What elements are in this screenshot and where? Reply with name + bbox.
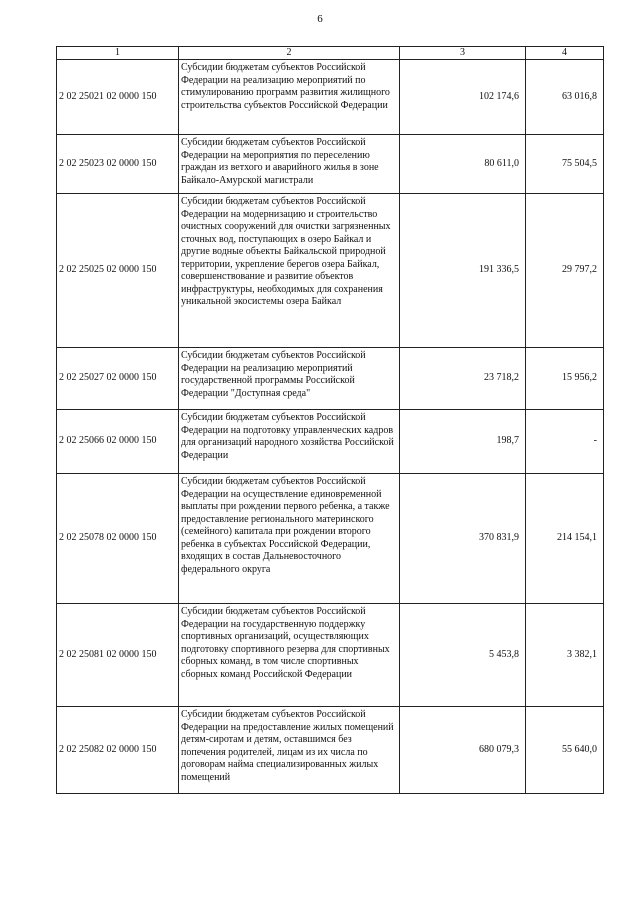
row-col3-value: 198,7 [400, 410, 526, 474]
row-col3-value: 191 336,5 [400, 194, 526, 348]
header-col-1: 1 [57, 47, 179, 60]
table-row [57, 135, 604, 194]
row-col3-value: 370 831,9 [400, 474, 526, 604]
row-col4-value: 63 016,8 [526, 60, 604, 135]
row-col3-value: 5 453,8 [400, 604, 526, 707]
table-header-row [57, 47, 604, 60]
row-description: Субсидии бюджетам субъектов Российской Федерации на подготовку управленческих кадров для организаций народного хозяйства Российской Федерации [179, 410, 400, 474]
row-code: 2 02 25082 02 0000 150 [57, 707, 179, 794]
row-description: Субсидии бюджетам субъектов Российской Федерации на модернизацию и строительство очистных сооружений для очистки загрязненных сточных вод, поступающих в озеро Байкал и другие водные объекты Байкальской природной территории, укрепление берегов озера Байкал, совершенствование и развитие объектов инфраструктуры, необходимых для сохранения уникальной экосистемы озера Байкал [179, 194, 400, 348]
row-code: 2 02 25021 02 0000 150 [57, 60, 179, 135]
row-description: Субсидии бюджетам субъектов Российской Федерации на реализацию мероприятий государственной программы Российской Федерации "Доступная среда" [179, 348, 400, 410]
row-col3-value: 80 611,0 [400, 135, 526, 194]
row-col4-value: 29 797,2 [526, 194, 604, 348]
header-col-3: 3 [400, 47, 526, 60]
row-code: 2 02 25023 02 0000 150 [57, 135, 179, 194]
page-number: 6 [317, 13, 323, 25]
row-code: 2 02 25027 02 0000 150 [57, 348, 179, 410]
row-description: Субсидии бюджетам субъектов Российской Федерации на государственную поддержку спортивных организаций, осуществляющих подготовку спортивного резерва для спортивных сборных команд, в том числе спортивных сборных команд Российской Федерации [179, 604, 400, 707]
row-col3-value: 680 079,3 [400, 707, 526, 794]
budget-table [56, 46, 604, 794]
table-row [57, 474, 604, 604]
table-row [57, 604, 604, 707]
row-code: 2 02 25078 02 0000 150 [57, 474, 179, 604]
row-col4-value: 3 382,1 [526, 604, 604, 707]
row-col3-value: 102 174,6 [400, 60, 526, 135]
table-row [57, 410, 604, 474]
row-col3-value: 23 718,2 [400, 348, 526, 410]
table-row [57, 60, 604, 135]
row-description: Субсидии бюджетам субъектов Российской Федерации на реализацию мероприятий по стимулированию программ развития жилищного строительства субъектов Российской Федерации [179, 60, 400, 135]
table-row [57, 707, 604, 794]
row-code: 2 02 25066 02 0000 150 [57, 410, 179, 474]
row-col4-value: - [526, 410, 604, 474]
row-description: Субсидии бюджетам субъектов Российской Федерации на осуществление единовременной выплаты при рождении первого ребенка, а также предоставление регионального материнского (семейного) капитала при рождении второго ребенка в субъектах Российской Федерации, входящих в состав Дальневосточного федерального округа [179, 474, 400, 604]
row-description: Субсидии бюджетам субъектов Российской Федерации на мероприятия по переселению граждан из ветхого и аварийного жилья в зоне Байкало-Амурской магистрали [179, 135, 400, 194]
table-row [57, 194, 604, 348]
row-col4-value: 55 640,0 [526, 707, 604, 794]
row-code: 2 02 25081 02 0000 150 [57, 604, 179, 707]
row-code: 2 02 25025 02 0000 150 [57, 194, 179, 348]
table-row [57, 348, 604, 410]
row-description: Субсидии бюджетам субъектов Российской Федерации на предоставление жилых помещений детям-сиротам и детям, оставшимся без попечения родителей, лицам из их числа по договорам найма специализированных жилых помещений [179, 707, 400, 794]
row-col4-value: 214 154,1 [526, 474, 604, 604]
header-col-4: 4 [526, 47, 604, 60]
row-col4-value: 15 956,2 [526, 348, 604, 410]
header-col-2: 2 [179, 47, 400, 60]
row-col4-value: 75 504,5 [526, 135, 604, 194]
